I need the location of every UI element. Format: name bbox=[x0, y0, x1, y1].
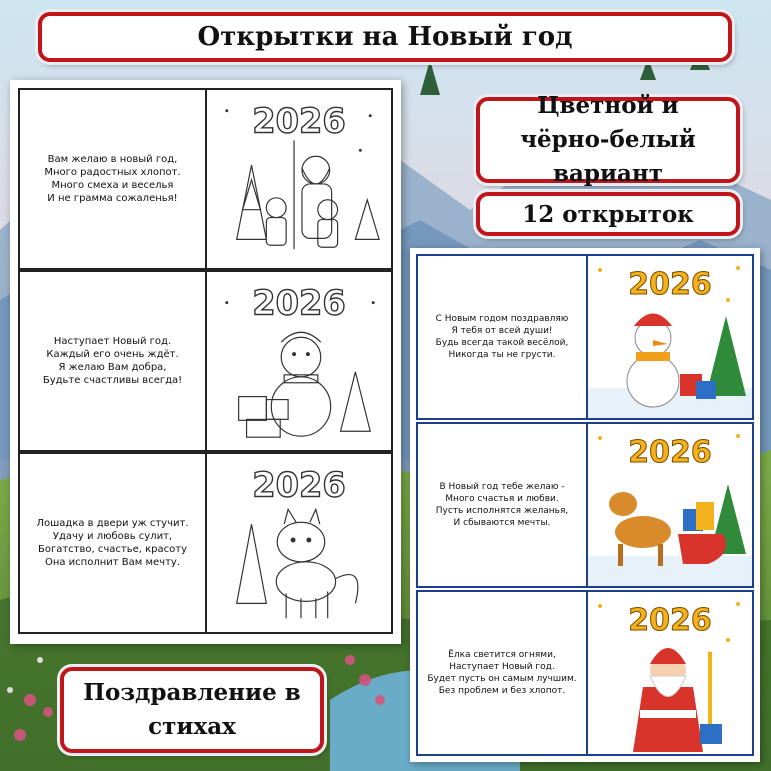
year-label: 2026 bbox=[628, 435, 712, 470]
year-label: 2026 bbox=[252, 101, 346, 141]
color-card bbox=[416, 254, 754, 420]
bw-card bbox=[18, 452, 393, 634]
variant-label: Цветной и чёрно-белый вариант bbox=[476, 97, 740, 183]
year-label: 2026 bbox=[252, 465, 346, 505]
card-verse: Наступает Новый год. Каждый его очень ждёт. Я желаю Вам добра, Будьте счастливы всегда! bbox=[20, 272, 207, 450]
card-verse: С Новым годом поздравляю Я тебя от всей души! Будь всегда такой весёлой, Никогда ты не грусти. bbox=[418, 256, 588, 418]
color-santa-illustration bbox=[588, 592, 752, 754]
page-title: Открытки на Новый год bbox=[38, 12, 732, 62]
bw-card bbox=[18, 88, 393, 270]
color-card bbox=[416, 422, 754, 588]
card-count-label: 12 открыток bbox=[476, 192, 740, 236]
snowman-illustration bbox=[207, 272, 391, 450]
card-verse: В Новый год тебе желаю - Много счастья и любви. Пусть исполнятся желанья, И сбываются мечты. bbox=[418, 424, 588, 586]
year-label: 2026 bbox=[628, 603, 712, 638]
horse-sleigh-illustration bbox=[588, 424, 752, 586]
year-label: 2026 bbox=[252, 283, 346, 323]
color-card-sheet bbox=[410, 248, 760, 762]
card-verse: Лошадка в двери уж стучит. Удачу и любовь сулит, Богатство, счастье, красоту Она исполнит Вам мечту. bbox=[20, 454, 207, 632]
card-verse: Ёлка светится огнями, Наступает Новый год. Будет пусть он самым лучшим. Без проблем и без хлопот. bbox=[418, 592, 588, 754]
year-label: 2026 bbox=[628, 267, 712, 302]
card-verse: Вам желаю в новый год, Много радостных хлопот. Много смеха и веселья И не грамма сожаленья! bbox=[20, 90, 207, 268]
pony-illustration bbox=[207, 454, 391, 632]
bw-card bbox=[18, 270, 393, 452]
verse-label: Поздравление в стихах bbox=[60, 667, 324, 753]
color-snowman-illustration bbox=[588, 256, 752, 418]
bw-card-sheet bbox=[10, 80, 401, 644]
santa-with-children-illustration bbox=[207, 90, 391, 268]
color-card bbox=[416, 590, 754, 756]
